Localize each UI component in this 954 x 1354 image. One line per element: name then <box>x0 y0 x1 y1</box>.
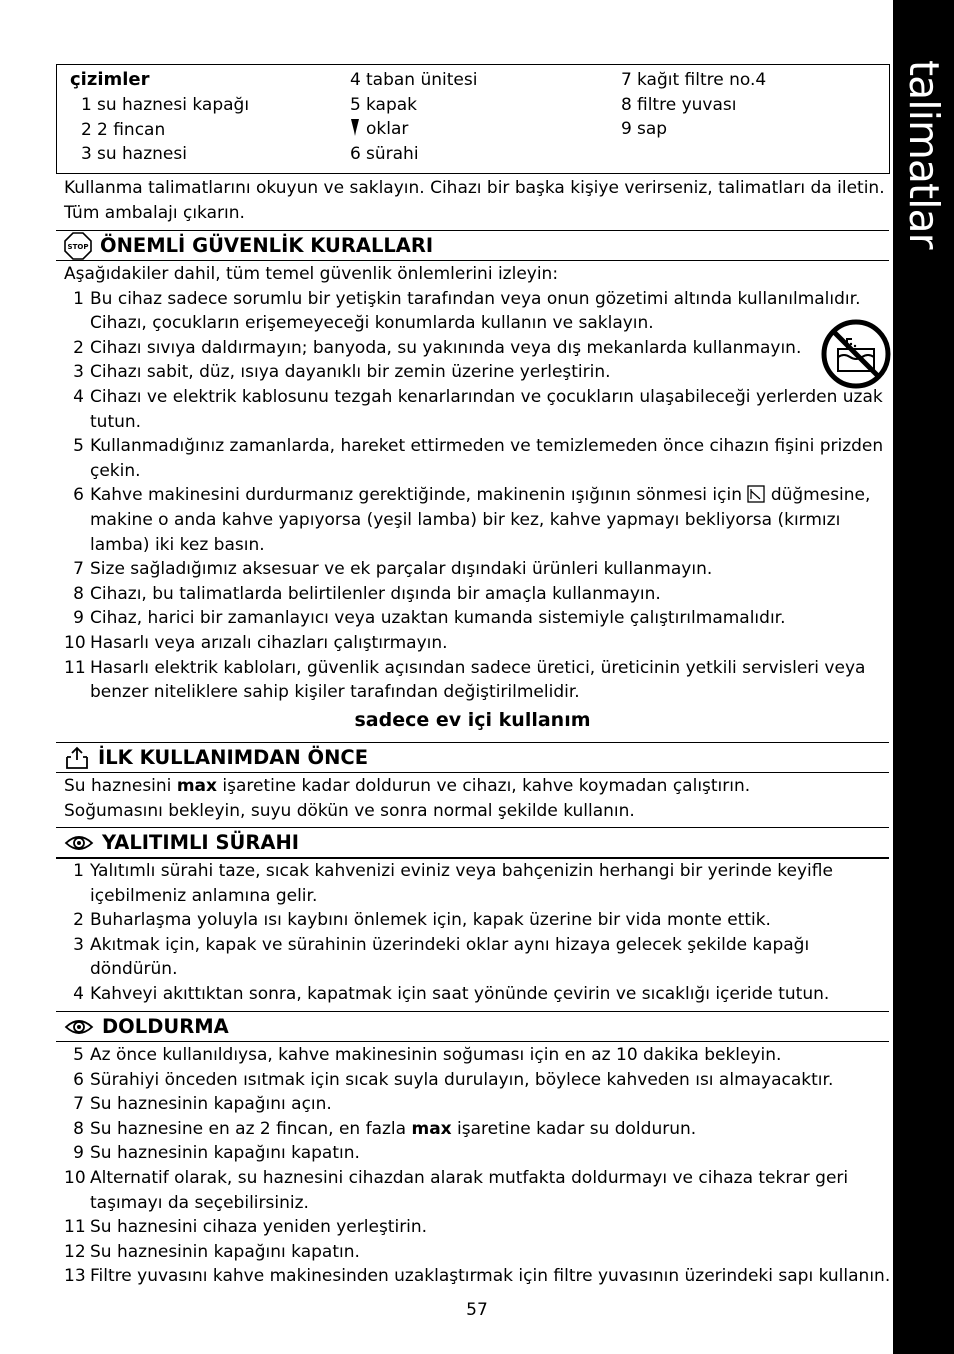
list-item: 8 Su haznesine en az 2 fincan, en fazla max işaretine kadar su doldurun. <box>73 1118 697 1139</box>
list-item: 11 Hasarlı elektrik kabloları, güvenlik açısından sadece üretici, üreticinin yetkili servisleri veya benzer niteliklere sahip kişiler tarafından değiştirilmelidir. <box>64 657 866 703</box>
list-item: 9 Su haznesinin kapağını kapatın. <box>73 1143 360 1164</box>
list-item: 11 Su haznesini cihaza yeniden yerleştirin. <box>64 1217 428 1238</box>
list-item: 12 Su haznesinin kapağını kapatın. <box>64 1241 360 1262</box>
parts-col-2 <box>350 68 477 166</box>
list-item: 2 Buharlaşma yoluyla ısı kaybını önlemek için, kapak üzerine bir vida monte ettik. <box>73 910 771 931</box>
parts-heading: çizimler <box>70 69 150 90</box>
list-item: 7 Size sağladığımız aksesuar ve ek parçalar dışındaki ürünleri kullanmayın. <box>73 559 713 580</box>
intro-line: Tüm ambalajı çıkarın. <box>64 202 245 223</box>
filling-list <box>64 1043 890 1289</box>
list-item: 6 Kahve makinesini durdurmanız gerektiğinde, makinenin ışığının sönmesi için düğmesine, makine o anda kahve yapıyorsa (yeşil lamba) bir kez, kahve yapmayı bekliyorsa (kırmızı lamba) iki kez basın. <box>73 485 871 555</box>
first-use-title: İLK KULLANIMDAN ÖNCE <box>98 746 369 769</box>
parts-item: 7 kağıt filtre no.4 <box>621 70 767 90</box>
parts-col-1 <box>70 67 249 167</box>
parts-item: 5 kapak <box>350 94 418 115</box>
safety-lead: Aşağıdakiler dahil, tüm temel güvenlik önlemlerini izleyin: <box>64 264 559 284</box>
list-item: 10 Alternatif olarak, su haznesini cihazdan alarak mutfakta doldurmayı ve cihaza tekrar geri taşımayı da seçebilirsiniz. <box>64 1167 849 1213</box>
first-use-line: Soğumasını bekleyin, suyu dökün ve sonra normal şekilde kullanın. <box>64 800 635 821</box>
svg-text:STOP: STOP <box>67 242 89 251</box>
side-title: talimatlar <box>900 60 948 249</box>
parts-item: 6 sürahi <box>350 143 419 164</box>
list-item: 10 Hasarlı veya arızalı cihazları çalıştırmayın. <box>64 632 448 653</box>
arrow-down-icon <box>350 119 360 136</box>
parts-item: 2 2 fincan <box>81 119 166 140</box>
first-use-body <box>64 774 890 823</box>
parts-item: oklar <box>350 117 477 142</box>
list-item: 5 Az önce kullanıldıysa, kahve makinesinin soğuması için en az 10 dakika bekleyin. <box>73 1045 782 1065</box>
parts-item: 8 filtre yuvası <box>621 94 737 115</box>
safety-header <box>56 230 889 261</box>
stop-button-icon <box>747 485 765 503</box>
eye-icon <box>64 1017 94 1037</box>
parts-item: 3 su haznesi <box>81 144 187 164</box>
jug-header <box>56 827 889 859</box>
list-item: 5 Kullanmadığınız zamanlarda, hareket ettirmeden ve temizlemeden önce cihazın fişini prizden çekin. <box>73 436 884 481</box>
safety-list <box>64 262 890 705</box>
jug-list <box>64 859 890 1007</box>
page-number: 57 <box>466 1300 488 1320</box>
list-item: 4 Cihazı ve elektrik kablosunu tezgah kenarlarından ve çocukların ulaşabileceği yerlerden uzak tutun. <box>73 386 883 432</box>
parts-box <box>56 64 890 174</box>
first-use-header <box>56 742 889 773</box>
stop-icon <box>64 232 92 260</box>
list-item: 1 Bu cihaz sadece sorumlu bir yetişkin tarafından veya onun gözetimi altında kullanılmalıdır. Cihazı, çocukların erişemeyeceği konumlarda kullanın ve saklayın. <box>73 288 861 334</box>
list-item: 2 Cihazı sıvıya daldırmayın; banyoda, su yakınında veya dış mekanlarda kullanmayın. <box>73 337 802 358</box>
parts-item: 9 sap <box>621 119 668 139</box>
list-item: 1 Yalıtımlı sürahi taze, sıcak kahvenizi eviniz veya bahçenizin herhangi bir yerinde keyifle içebilmeniz anlamına gelir. <box>73 861 833 906</box>
parts-item: 4 taban ünitesi <box>350 70 478 90</box>
list-item: 8 Cihazı, bu talimatlarda belirtilenler dışında bir amaçla kullanmayın. <box>73 583 661 604</box>
first-use-line: Su haznesini max işaretine kadar doldurun ve cihazı, kahve koymadan çalıştırın. <box>64 776 751 796</box>
list-item: 3 Cihazı sabit, düz, ısıya dayanıklı bir zemin üzerine yerleştirin. <box>73 362 611 383</box>
filling-title: DOLDURMA <box>102 1015 229 1038</box>
intro-line: Kullanma talimatlarını okuyun ve saklayın. Cihazı bir başka kişiye verirseniz, talimatları da iletin. <box>64 178 885 198</box>
list-item: 6 Sürahiyi önceden ısıtmak için sıcak suyla durulayın, böylece kahveden ısı almayacaktır. <box>73 1069 834 1090</box>
filling-header <box>56 1011 889 1042</box>
household-note: sadece ev içi kullanım <box>354 709 591 731</box>
list-item: 9 Cihaz, harici bir zamanlayıcı veya uzaktan kumanda sistemiyle çalıştırılmamalıdır. <box>73 608 786 629</box>
parts-col-3 <box>621 68 766 142</box>
jug-title: YALITIMLI SÜRAHI <box>102 831 300 854</box>
list-item: 13 Filtre yuvasını kahve makinesinden uzaklaştırmak için filtre yuvasının üzerindeki sapı kullanın. <box>64 1266 891 1287</box>
intro <box>64 176 890 225</box>
safety-title: ÖNEMLİ GÜVENLİK KURALLARI <box>100 234 434 257</box>
parts-item: 1 su haznesi kapağı <box>81 95 250 115</box>
list-item: 3 Akıtmak için, kapak ve sürahinin üzerindeki oklar aynı hizaya gelecek şekilde kapağı döndürün. <box>73 934 810 980</box>
list-item: 7 Su haznesinin kapağını açın. <box>73 1094 332 1115</box>
first-use-icon <box>64 746 90 770</box>
list-item: 4 Kahveyi akıttıktan sonra, kapatmak için saat yönünde çevirin ve sıcaklığı içeride tutun. <box>73 983 830 1004</box>
no-immersion-icon <box>821 319 891 389</box>
eye-icon <box>64 833 94 853</box>
